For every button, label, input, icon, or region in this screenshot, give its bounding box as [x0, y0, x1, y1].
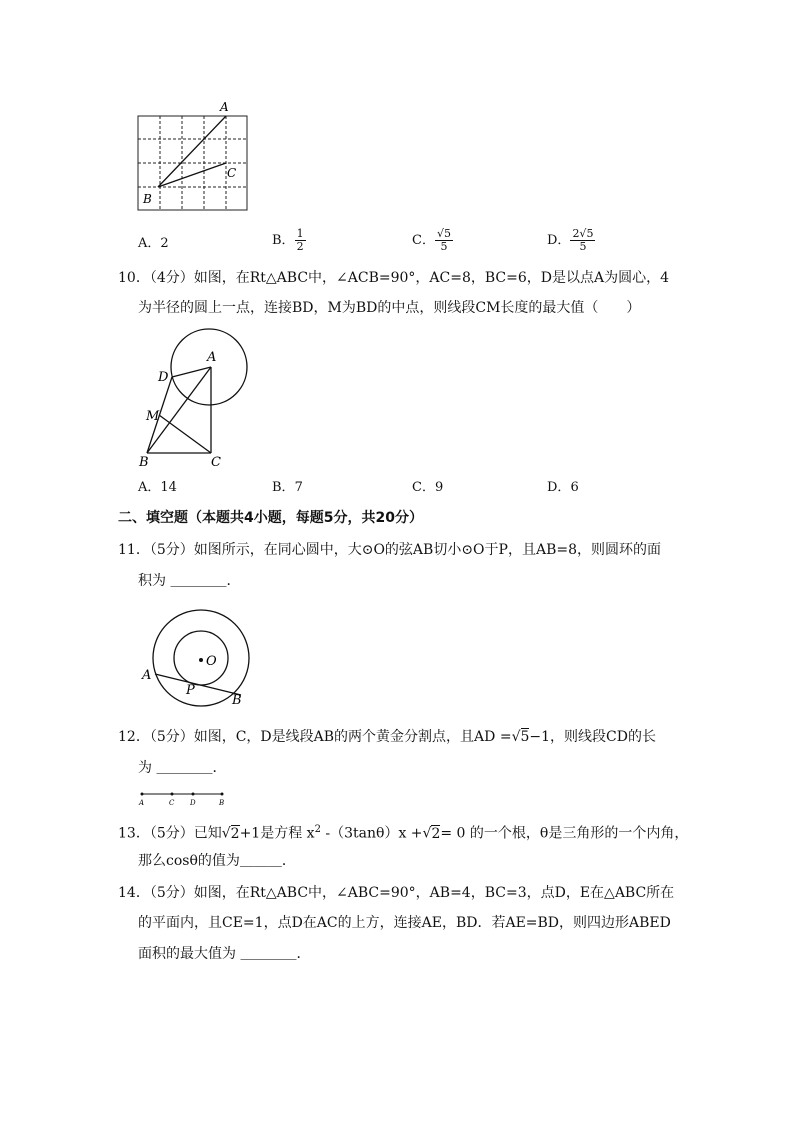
- q10-label-c: C: [211, 455, 221, 470]
- q11-label-a: A: [142, 668, 152, 683]
- q12-label-b: B: [219, 799, 225, 807]
- q10-choice-d[interactable]: D．6: [547, 480, 579, 495]
- q9-choice-d[interactable]: D． $\frac{2√5}{5}$: [547, 227, 594, 253]
- q13-sqrt-1: √2: [221, 825, 240, 842]
- q11-label-b: B: [232, 693, 242, 708]
- q9-choice-c-fraction: $\frac{√5}{5}$: [436, 227, 451, 253]
- q10-label-a: A: [207, 350, 217, 365]
- q12-label-c: C: [169, 799, 175, 807]
- q9-grid-figure: [130, 98, 255, 218]
- q14-question-line3: 面积的最大值为 ＿＿＿＿．: [138, 946, 311, 962]
- q10-question-line2: 为半径的圆上一点，连接BD，M为BD的中点，则线段CM长度的最大值（ ）: [138, 300, 641, 316]
- q12-label-d: D: [190, 799, 196, 807]
- q9-choice-b-fraction: $\frac{1}{2}$: [296, 227, 304, 253]
- q12-label-a: A: [139, 799, 145, 807]
- q9-label-a: A: [220, 100, 229, 114]
- q12-question-line1: 12．（5分）如图，C，D是线段AB的两个黄金分割点，且AD =√5−1，则线段CD的长: [118, 729, 656, 745]
- q10-choice-c[interactable]: C．9: [412, 480, 444, 495]
- section-heading-fill-in: 二、填空题（本题共4小题，每题5分，共20分）: [118, 510, 423, 526]
- q10-question-line1: 10．（4分）如图，在Rt△ABC中，∠ACB=90°，AC=8，BC=6，D是以点A为圆心，4: [118, 270, 670, 286]
- q10-circle-triangle-figure: [135, 325, 260, 470]
- q13-sqrt-2: √2: [422, 825, 441, 842]
- q10-label-b: B: [139, 455, 149, 470]
- q9-label-b: B: [143, 192, 152, 206]
- q9-choice-d-fraction: $\frac{2√5}{5}$: [572, 227, 594, 253]
- q10-label-d: D: [158, 370, 169, 385]
- q9-label-c: C: [227, 166, 237, 180]
- q9-choice-b[interactable]: B． $\frac{1}{2}$: [272, 227, 304, 253]
- q14-question-line2: 的平面内，且CE=1，点D在AC的上方，连接AE，BD．若AE=BD，则四边形ABED: [138, 915, 671, 931]
- q12-question-line2: 为 ＿＿＿＿．: [138, 760, 227, 776]
- q9-choice-a[interactable]: A．2: [138, 236, 169, 251]
- q11-question-line2: 积为 ＿＿＿＿．: [138, 573, 241, 589]
- q14-question-line1: 14．（5分）如图，在Rt△ABC中，∠ABC=90°，AB=4，BC=3，点D，E在△ABC所在: [118, 885, 675, 901]
- q13-question-line1: 13．（5分）已知√2+1是方程 $x^2$ -（3tanθ）x +√2= 0 的一个根，θ是三角形的一个内角，: [118, 824, 689, 842]
- q10-label-m: M: [146, 409, 160, 424]
- q10-choice-b[interactable]: B．7: [272, 480, 303, 495]
- q13-question-line2: 那么cosθ的值为＿＿＿．: [138, 853, 296, 869]
- q12-segment-figure: [136, 788, 236, 810]
- q11-label-o: O: [206, 654, 217, 669]
- q9-choice-c[interactable]: C． $\frac{√5}{5}$: [412, 227, 451, 253]
- q11-label-p: P: [186, 683, 195, 698]
- q12-sqrt: √5: [511, 729, 530, 745]
- q10-choice-a[interactable]: A．14: [138, 480, 177, 495]
- q11-concentric-circles-figure: [135, 605, 255, 710]
- q11-question-line1: 11．（5分）如图所示，在同心圆中，大⊙O的弦AB切小⊙O于P，且AB=8，则圆环的面: [118, 542, 661, 558]
